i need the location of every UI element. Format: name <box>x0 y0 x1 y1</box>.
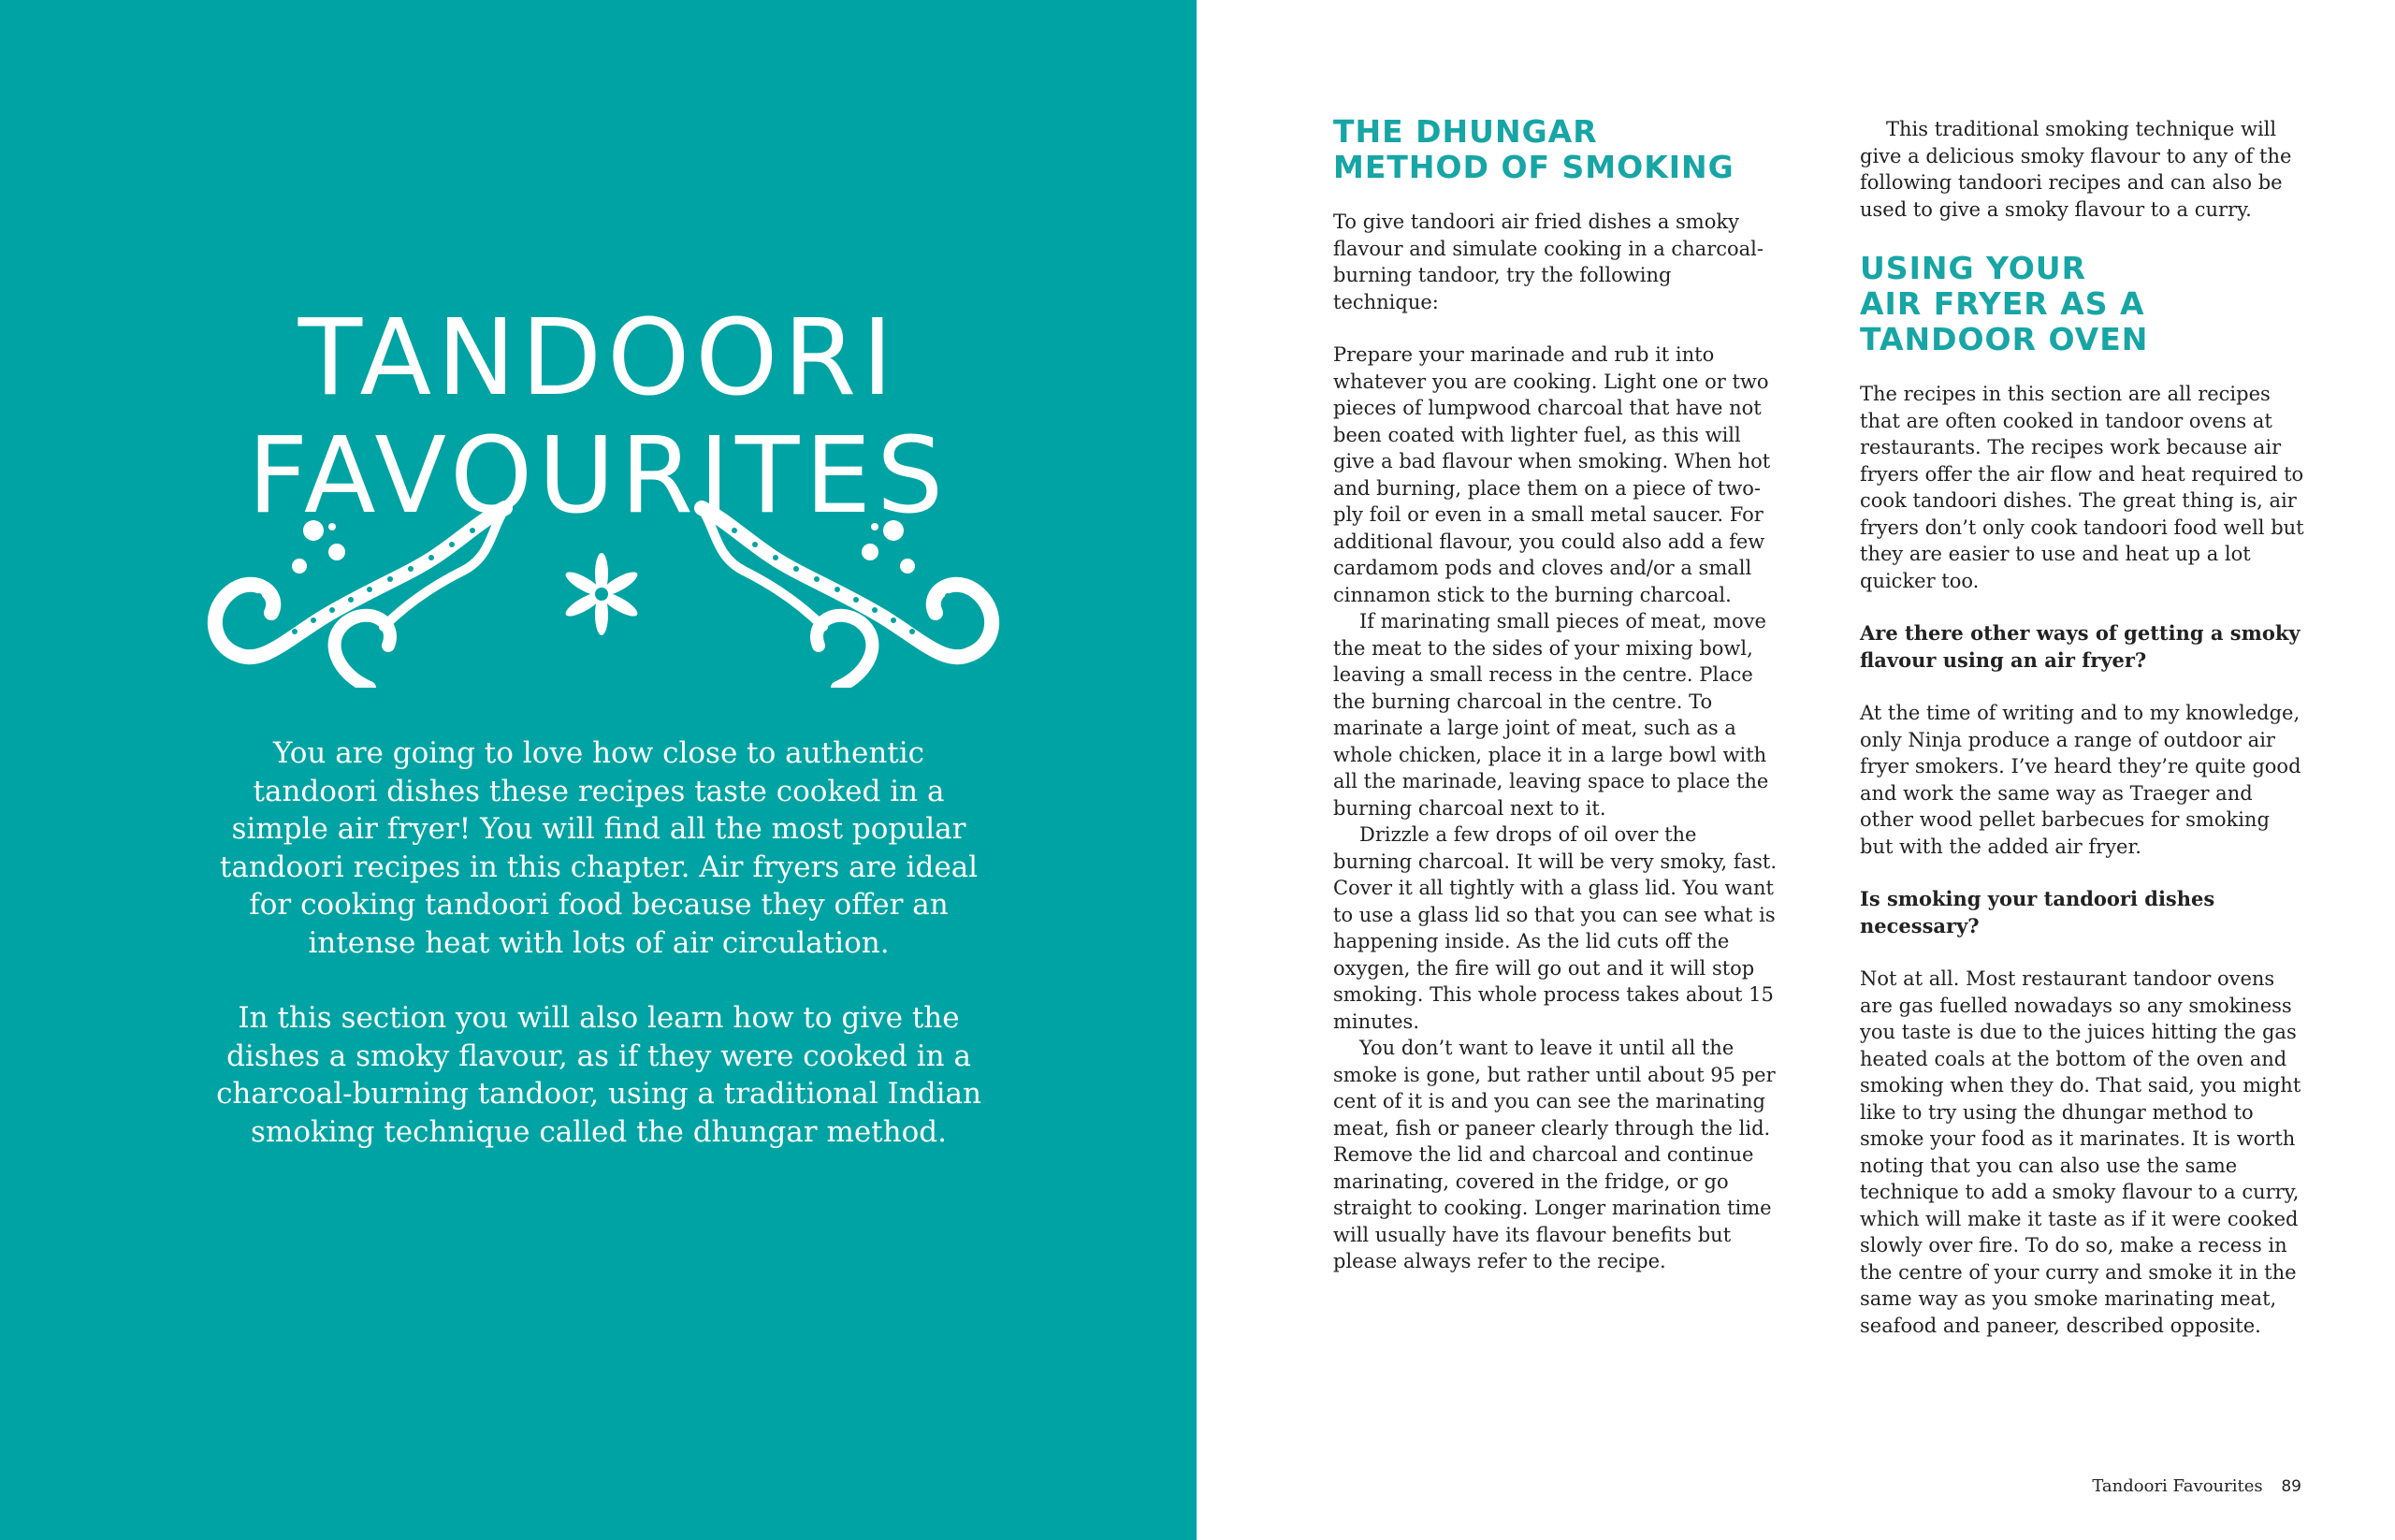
heading-line: METHOD OF SMOKING <box>1333 149 1735 185</box>
decorative-ornament <box>182 501 1024 688</box>
section-heading-air-fryer-tandoor <box>1860 251 2148 357</box>
star-flower-icon <box>562 553 640 635</box>
right-page <box>1197 0 2395 1540</box>
body-paragraph: Prepare your marinade and rub it into whatever you are cooking. Light one or two pieces of lumpwood charcoal that have not been coated with lighter fuel, as this will give a bad flavour when smoking. When hot and burning, place them on a piece of two-ply foil or even in a small metal saucer. For additional flavour, you could also add a few cardamom pods and cloves and/or a small cinnamon stick to the burning charcoal. <box>1333 343 1771 606</box>
column-right-body <box>1860 381 2307 1339</box>
left-page <box>0 0 1197 1540</box>
section-heading-dhungar-method <box>1333 114 1735 185</box>
page-number: 89 <box>2281 1477 2301 1496</box>
column-left <box>1333 209 1778 1275</box>
chapter-intro <box>215 734 982 1151</box>
heading-line: TANDOOR OVEN <box>1860 321 2149 357</box>
body-paragraph: You don’t want to leave it until all the smoke is gone, but rather until about 95 per cent of it is and you can see the marinating meat, fish or paneer clearly through the lid. Remove the lid and charcoal and continue marinating, covered in the fridge, or go straight to cooking. Longer marination time will usually have its flavour benefits but please always refer to the recipe. <box>1333 1037 1776 1272</box>
body-paragraph: Drizzle a few drops of oil over the burning charcoal. It will be very smoky, fast. Cover it all tightly with a glass lid. You want to use a glass lid so that you can see what is happening inside. As the lid cuts off the oxygen, the fire will go out and it will stop smoking. This whole process takes about 15 minutes. <box>1333 823 1778 1033</box>
running-head: Tandoori Favourites <box>2092 1476 2263 1496</box>
intro-paragraph-1: You are going to love how close to authentic tandoori dishes these recipes taste cooked in a simple air fryer! You will find all the most popular tandoori recipes in this chapter. Air fryers are ideal for cooking tandoori food because they offer an intense heat with lots of air circulation. <box>219 736 979 960</box>
heading-line: THE DHUNGAR <box>1333 113 1598 150</box>
body-paragraph: This traditional smoking technique will give a delicious smoky flavour to any of the following tandoori recipes and can also be used to give a smoky flavour to a curry. <box>1860 118 2292 221</box>
paisley-ornament-right <box>702 508 992 688</box>
faq-answer: Not at all. Most restaurant tandoor ovens are gas fuelled nowadays so any smokiness you taste is due to the juices hitting the gas heated coals at the bottom of the oven and smoking when they do. That said, you might like to try using the dhungar method to smoke your food as it marinates. It is worth noting that you can also use the same technique to add a smoky flavour to a curry, which will make it taste as if it were cooked slowly over fire. To do so, make a recess in the centre of your curry and smoke it in the same way as you smoke marinating meat, seafood and paneer, described opposite. <box>1860 967 2301 1337</box>
paisley-ornament-left <box>215 508 505 688</box>
page-footer <box>2092 1476 2301 1496</box>
body-paragraph: If marinating small pieces of meat, move the meat to the sides of your mixing bowl, leaving a small recess in the centre. Place the burning charcoal in the centre. To marinate a large joint of meat, such as a whole chicken, place it in a large bowl with all the marinade, leaving space to place the burning charcoal next to it. <box>1333 610 1769 820</box>
body-paragraph: The recipes in this section are all recipes that are often cooked in tandoor ovens at restaurants. The recipes work because air fryers offer the air flow and heat required to cook tandoori dishes. The great thing is, air fryers don’t only cook tandoori food well but they are easier to use and heat up a lot quicker too. <box>1860 383 2304 592</box>
faq-answer: At the time of writing and to my knowledge, only Ninja produce a range of outdoor air fryer smokers. I’ve heard they’re quite good and work the same way as Traeger and other wood pellet barbecues for smoking but with the added air fryer. <box>1860 702 2301 858</box>
faq-question: Is smoking your tandoori dishes necessary? <box>1860 887 2215 937</box>
chapter-title-line-1: TANDOORI <box>298 298 899 420</box>
heading-line: AIR FRYER AS A <box>1860 285 2145 322</box>
faq-question: Are there other ways of getting a smoky flavour using an air fryer? <box>1860 621 2301 672</box>
chapter-title-line-2: FAVOURITES <box>247 415 950 538</box>
column-right <box>1860 116 2307 223</box>
intro-paragraph-2: In this section you will also learn how to give the dishes a smoky flavour, as if they were cooked in a charcoal-burning tandoor, using a traditional Indian smoking technique called the dhungar method. <box>216 1001 981 1149</box>
heading-line: USING YOUR <box>1860 250 2087 286</box>
body-paragraph: To give tandoori air fried dishes a smoky flavour and simulate cooking in a charcoal-burning tandoor, try the following technique: <box>1333 211 1764 313</box>
